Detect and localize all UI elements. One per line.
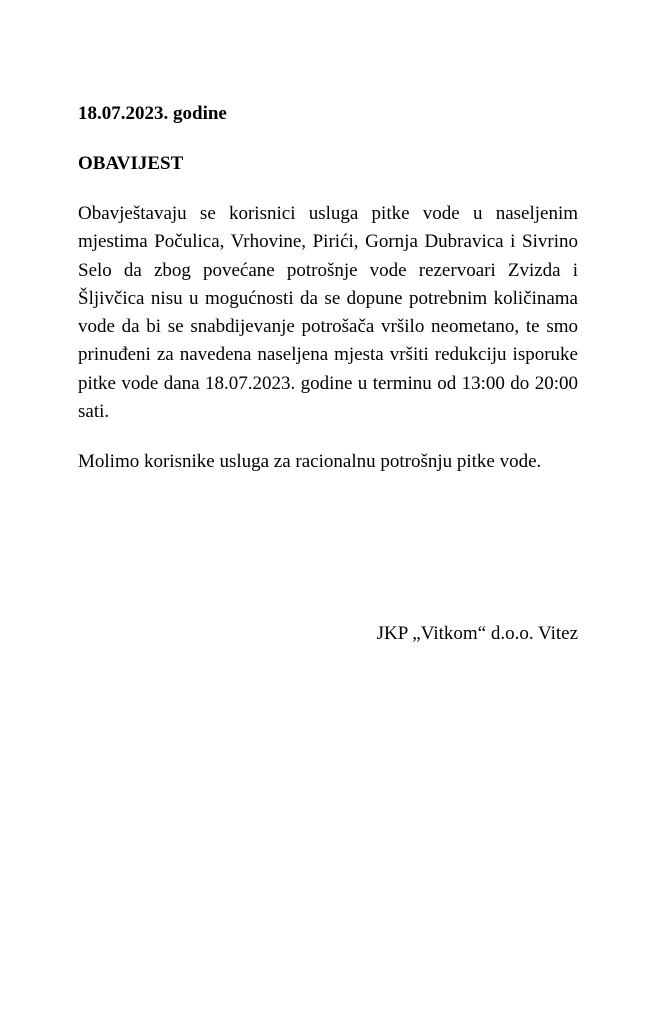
notice-paragraph-request: Molimo korisnike usluga za racionalnu potrošnju pitke vode. (78, 451, 542, 473)
notice-document (78, 100, 578, 644)
notice-signature: JKP „Vitkom“ d.o.o. Vitez (376, 623, 578, 644)
notice-date: 18.07.2023. godine (78, 103, 227, 124)
notice-paragraph-main: Obavještavaju se korisnici usluga pitke vode u naseljenim mjestima Počulica, Vrhovine, Pirići, Gornja Dubravica i Sivrino Selo da zbog povećane potrošnje vode rezervoari Zvizda i Šljivčica nisu u mogućnosti da se dopune potrebnim količinama vode da bi se snabdijevanje potrošača vršilo neometano, te smo prinuđeni za navedena naseljena mjesta vršiti redukciju isporuke pitke vode dana 18.07.2023. godine u terminu od 13:00 do 20:00 sati. (78, 203, 578, 423)
notice-heading: OBAVIJEST (78, 153, 184, 174)
